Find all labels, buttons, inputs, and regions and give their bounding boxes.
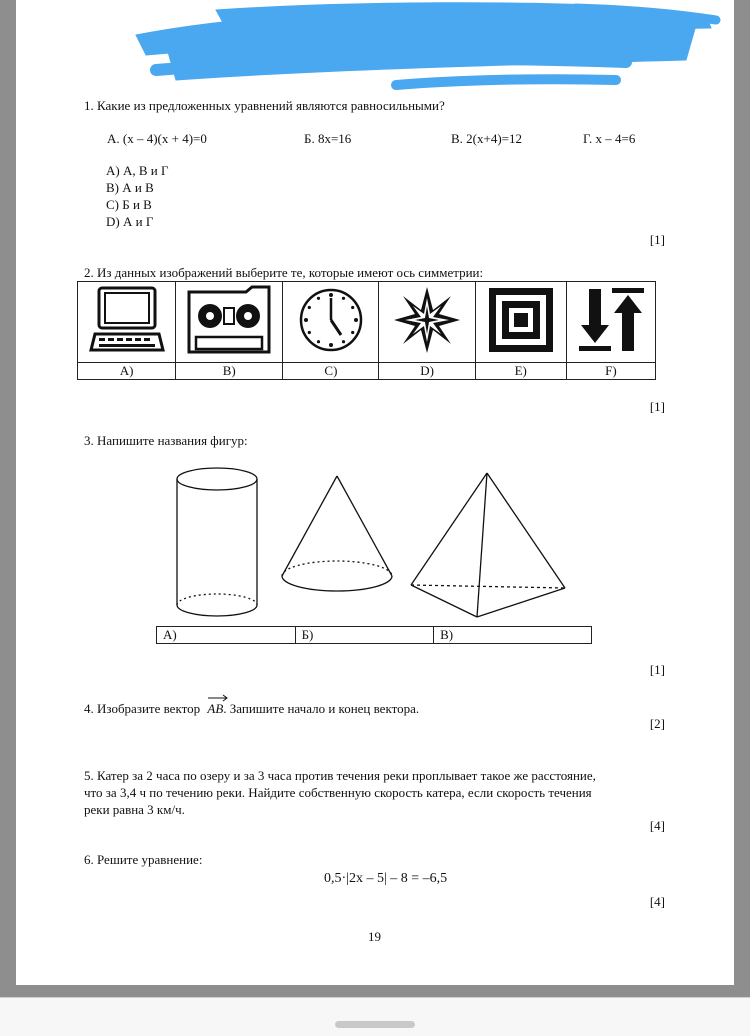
- q1-equation-g: Г. x – 4=6: [583, 131, 636, 146]
- image-label-e: E): [475, 363, 566, 380]
- image-label-d: D): [379, 363, 475, 380]
- q1-equation-v: В. 2(x+4)=12: [451, 131, 522, 146]
- q5-line-3: реки равна 3 км/ч.: [84, 802, 185, 817]
- home-indicator[interactable]: [335, 1021, 415, 1028]
- q1-answer-c: C) Б и В: [106, 197, 152, 212]
- cassette-icon: [186, 284, 272, 356]
- figure-label-table: [156, 626, 592, 644]
- image-label-f: F): [566, 363, 655, 380]
- q1-answer-d: D) А и Г: [106, 214, 154, 229]
- question-4-text: [84, 700, 419, 717]
- q1-equation-b: Б. 8x=16: [304, 131, 352, 146]
- question-1-text: 1. Какие из предложенных уравнений являются равносильными?: [84, 98, 445, 113]
- q1-equation-a: А. (x – 4)(x + 4)=0: [107, 131, 207, 146]
- q5-line-2: что за 3,4 ч по течению реки. Найдите собственную скорость катера, если скорость течения: [84, 785, 592, 800]
- image-cell-e: [475, 282, 566, 363]
- image-cell-a: [78, 282, 176, 363]
- question-2-text: 2. Из данных изображений выберите те, которые имеют ось симметрии:: [84, 265, 484, 280]
- q4-score: [2]: [649, 716, 665, 731]
- image-cell-c: [283, 282, 379, 363]
- image-cell-d: [379, 282, 475, 363]
- cone-figure: [282, 476, 392, 591]
- clock-icon: [298, 287, 364, 353]
- q6-equation: 0,5·|2x – 5| – 8 = –6,5: [324, 871, 448, 886]
- worksheet-page: [16, 0, 734, 985]
- figure-label-v: В): [434, 627, 592, 644]
- arrows-icon: [576, 285, 646, 355]
- symmetry-image-table: [77, 281, 656, 380]
- vector-ab: [207, 700, 223, 717]
- page-number: 19: [368, 929, 381, 944]
- image-label-a: A): [78, 363, 176, 380]
- figure-label-a: А): [157, 627, 296, 644]
- pyramid-figure: [411, 473, 565, 617]
- q6-score: [4]: [649, 894, 665, 909]
- q5-score: [4]: [649, 818, 665, 833]
- vector-arrow-icon: [207, 694, 229, 702]
- bottom-bar: [0, 997, 750, 1036]
- image-cell-b: [176, 282, 283, 363]
- concentric-squares-icon: [488, 287, 554, 353]
- q5-line-1: 5. Катер за 2 часа по озеру и за 3 часа против течения реки проплывает такое же расстояние,: [84, 768, 596, 783]
- question-6-text: 6. Решите уравнение:: [84, 852, 203, 867]
- q1-answer-a: A) А, В и Г: [106, 163, 169, 178]
- vector-label: AB: [207, 701, 224, 716]
- figure-label-b: Б): [295, 627, 434, 644]
- q2-score: [1]: [649, 399, 665, 414]
- q3-score: [1]: [649, 662, 665, 677]
- cylinder-figure: [177, 468, 257, 616]
- q4-text-before: 4. Изобразите вектор: [84, 701, 201, 716]
- redaction-scribble: [16, 0, 734, 95]
- q4-text-after: . Запишите начало и конец вектора.: [223, 701, 420, 716]
- star-icon: [391, 284, 463, 356]
- computer-icon: [89, 284, 165, 356]
- question-3-text: 3. Напишите названия фигур:: [84, 433, 248, 448]
- image-label-c: C): [283, 363, 379, 380]
- solid-figures: [166, 462, 586, 624]
- image-label-b: B): [176, 363, 283, 380]
- question-5-text: [84, 767, 666, 818]
- q1-answer-b: B) А и В: [106, 180, 154, 195]
- q1-score: [1]: [649, 232, 665, 247]
- image-cell-f: [566, 282, 655, 363]
